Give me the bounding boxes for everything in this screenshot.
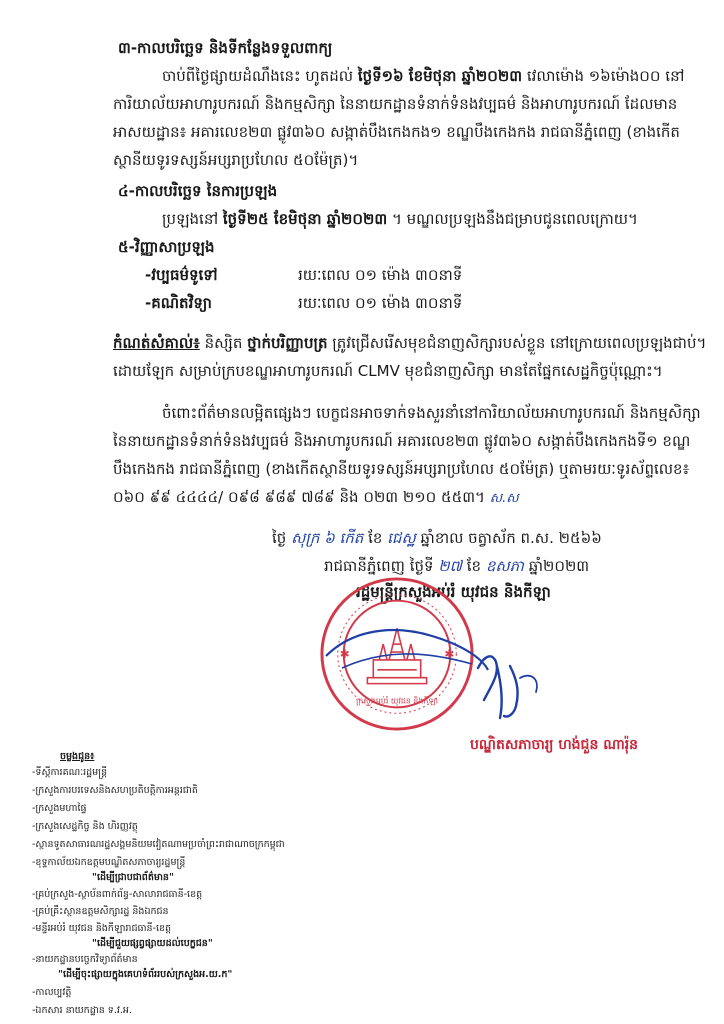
recipient-item: -ក្រសួងការបរទេសនិងសហប្រតិបត្តិការអន្តរជាតិ: [32, 785, 198, 796]
recipient-item: -មន្ទីរអប់រំ យុវជន និងកីឡារាជធានី-ខេត្ត: [32, 923, 172, 934]
signature-stroke: [322, 610, 492, 680]
deadline-date: ថ្ងៃទី១៦ ខែមិថុនា ឆ្នាំ២០២៣: [357, 67, 523, 85]
section3-heading: ៣-កាលបរិច្ឆេទ និងទីកន្លែងទទួលពាក្យ: [118, 39, 333, 57]
recipient-item: -ខុទ្ទកាល័យឯកឧត្តមបណ្ឌិតសភាចារ្យរដ្ឋមន្ត្រី: [32, 857, 186, 868]
subject-name: -គណិតវិទ្យា: [145, 294, 212, 312]
info-line4: ០៦០ ៩៩ ៤៤៤៤/ ០៩៨ ៩៨៩ ៧៨៩ និង ០២៣ ២១០ ៥៥៣។ ស.ស: [113, 488, 519, 506]
handwritten-month: ឧសភា: [485, 557, 524, 575]
recipient-item: -គ្រប់ក្រសួង-ស្ថាប័នពាក់ព័ន្ធ-សាលារាជធានី-ខេត្ត: [32, 889, 203, 900]
recipient-item: -ក្រសួងសេដ្ឋកិច្ច និង ហិរញ្ញវត្ថុ: [32, 821, 138, 832]
svg-text:✱: ✱: [444, 646, 455, 661]
section3-line4: ស្ថានីយទូរទស្សន៍អប្សរាប្រហែល ៥០ម៉ែត្រ)។: [113, 151, 359, 169]
signatory-title: រដ្ឋមន្ត្រីក្រសួងអប់រំ យុវជន និងកីឡា: [356, 583, 551, 601]
recipient-item: -គ្រប់គ្រឹះស្ថានឧត្តមសិក្សារដ្ឋ និងឯកជន: [32, 906, 169, 917]
section3-line3: អាសយដ្ឋាន៖ អគារលេខ២៣ ផ្លូវ៣៦០ សង្កាត់បឹងកេងកង១ ខណ្ឌបឹងកេងកង រាជធានីភ្នំពេញ (ខាងកើត: [113, 123, 680, 141]
section3-line1: ចាប់ពីថ្ងៃផ្សាយដំណឹងនេះ ហូតដល់ ថ្ងៃទី១៦ ខែមិថុនា ឆ្នាំ២០២៣ វេលាម៉ោង ១៦ម៉ោង០០ នៅ: [162, 67, 685, 85]
recipient-item: -ស្ថានទូតសាធារណរដ្ឋសង្គមនិយមវៀតណាមប្រចាំព្រះរាជាណាចក្រកម្ពុជា: [32, 839, 285, 850]
section4-heading: ៤-កាលបរិច្ឆេទ នៃការប្រឡង: [118, 182, 278, 200]
subject-duration: រយៈពេល ០១ ម៉ោង ៣០នាទី: [298, 266, 463, 284]
subject-duration: រយៈពេល ០១ ម៉ោង ៣០នាទី: [298, 294, 463, 312]
handwritten-initials: ស.ស: [489, 491, 519, 506]
recipient-group-title: "ដើម្បីជ្រាបជាព័ត៌មាន": [92, 872, 174, 883]
handwritten-signature: [470, 648, 560, 728]
section4-line: ប្រឡងនៅ ថ្ងៃទី២៥ ខែមិថុនា ឆ្នាំ២០២៣ ។ មណ្ឌលប្រឡងនឹងជម្រាបជូនពេលក្រោយ។: [162, 210, 638, 228]
info-line1: ចំពោះព័ត៌មានលម្អិតផ្សេងៗ បេក្ខជនអាចទាក់ទងសួរនាំនៅការិយាល័យអាហារូបករណ៍ និងកម្មសិក្សា: [162, 404, 701, 422]
recipient-group-title: "ដើម្បីចុះផ្សាយក្នុងគេហទំព័ររបស់ក្រសួងអ.យ.ក": [58, 969, 233, 980]
recipient-item: -ទីស្តីការគណៈរដ្ឋមន្ត្រី: [32, 767, 108, 778]
info-line3: បឹងកេងកង រាជធានីភ្នំពេញ (ខាងកើតស្ថានីយទូរទស្សន៍អប្សរាប្រហែល ៥០ម៉ែត្រ) ឬតាមរយៈទូរស័ព្ទលេខ៖: [113, 460, 690, 478]
handwritten-lunar-day: សុក្រ ៦ កើត: [291, 529, 364, 547]
note-label: កំណត់សំគាល់៖: [113, 334, 200, 352]
handwritten-day: ២៧: [438, 557, 462, 575]
note-line1: កំណត់សំគាល់៖ និស្សិត ថ្នាក់បរិញ្ញាបត្រ ត្រូវជ្រើសរើសមុខជំនាញសិក្សារបស់ខ្លួន នៅក្រោយពេលប្រឡងជាប់។: [113, 334, 707, 352]
solar-dateline: រាជធានីភ្នំពេញ ថ្ងៃទី ២៧ ខែ ឧសភា ឆ្នាំ២០២៣: [324, 557, 590, 575]
seal-inner-text: ក្រសួងអប់រំ យុវជន និងកីឡា: [355, 696, 439, 706]
handwritten-lunar-month: ជេស្ឋ: [387, 529, 416, 547]
recipient-item: -ឯកសារ នាយកដ្ឋាន ទ.វ.អ.: [32, 1005, 132, 1016]
section3-line2: ការិយាល័យអាហារូបករណ៍ និងកម្មសិក្សា នៃនាយកដ្ឋានទំនាក់ទំនងវប្បធម៌ និងអាហារូបករណ៍ ដែលមាន: [113, 95, 678, 113]
lunar-dateline: ថ្ងៃ សុក្រ ៦ កើត ខែ ជេស្ឋ ឆ្នាំខាល ចត្វាស័ក ព.ស. ២៥៦៦: [272, 529, 602, 547]
info-line2: នៃនាយកដ្ឋានទំនាក់ទំនងវប្បធម៌ និងអាហារូបករណ៍ អគារលេខ២៣ ផ្លូវ៣៦០ សង្កាត់បឹងកេងកងទី១ ខណ្ឌ: [113, 432, 691, 450]
svg-text:✱: ✱: [339, 646, 350, 661]
recipient-item: -នាយកដ្ឋានបច្ចេកវិទ្យាព័ត៌មាន: [32, 954, 138, 965]
signatory-name: បណ្ឌិតសភាចារ្យ ហង់ជួន ណារ៉ុន: [470, 737, 639, 753]
subject-name: -វប្បធម៌ទូទៅ: [145, 266, 218, 284]
recipients-heading: ចម្លងជូន៖: [60, 751, 95, 762]
recipient-item: -ក្រសួងមហាផ្ទៃ: [32, 803, 87, 814]
exam-date: ថ្ងៃទី២៥ ខែមិថុនា ឆ្នាំ២០២៣: [222, 210, 388, 228]
recipient-group-title: "ដើម្បីជួយផ្សព្វផ្សាយដល់បេក្ខជន": [92, 938, 213, 949]
section5-heading: ៥-វិញ្ញាសាប្រឡង: [118, 238, 215, 256]
note-line2: ដោយឡែក សម្រាប់ក្របខណ្ឌអាហារូបករណ៍ CLMV មុខជំនាញសិក្សា មានតែផ្នែកសេដ្ឋកិច្ចប៉ុណ្ណោះ។: [113, 362, 663, 380]
recipient-item: -កាលប្បវត្តិ: [32, 987, 72, 998]
